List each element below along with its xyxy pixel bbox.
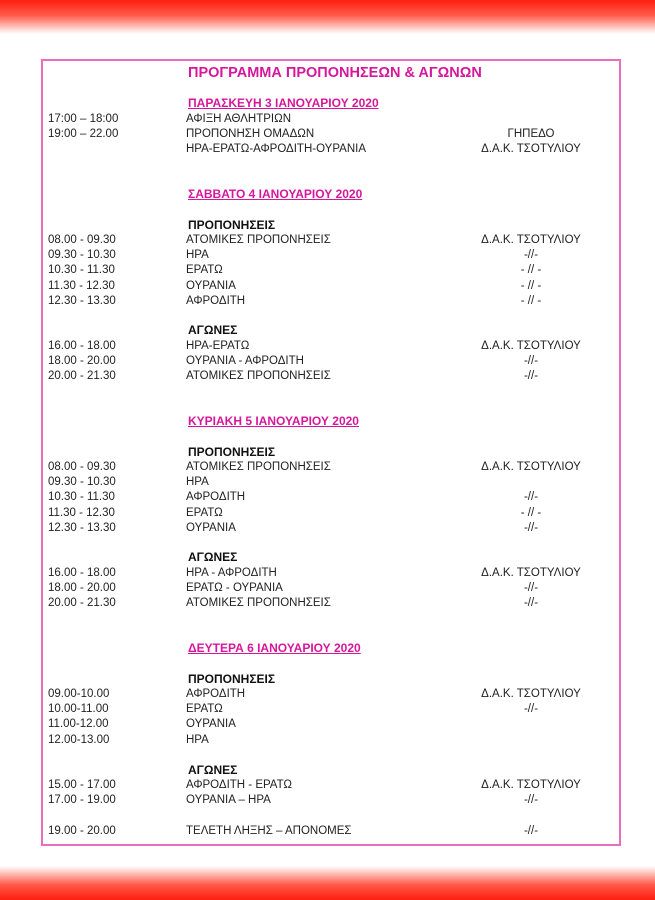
schedule-row xyxy=(0,687,655,702)
time-cell: 11.30 - 12.30 xyxy=(48,279,115,292)
bottom-red-band xyxy=(0,866,655,900)
schedule-row xyxy=(0,490,655,505)
venue-cell: -//- xyxy=(523,582,539,595)
schedule-row xyxy=(0,581,655,596)
description-cell: ΑΦΡΟΔΙΤΗ xyxy=(186,688,246,700)
venue-cell: -//- xyxy=(523,370,539,383)
schedule-row xyxy=(0,778,655,793)
venue-cell: Δ.Α.Κ. ΤΣΟΤΥΛΙΟΥ xyxy=(481,461,581,473)
schedule-row xyxy=(0,112,655,127)
day-heading: ΣΑΒΒΑΤΟ 4 ΙΑΝΟΥΑΡΙΟΥ 2020 xyxy=(188,187,363,201)
schedule-row xyxy=(0,566,655,581)
schedule-row xyxy=(0,717,655,732)
time-cell: 10.30 - 11.30 xyxy=(48,491,115,504)
venue-cell: Δ.Α.Κ. ΤΣΟΤΥΛΙΟΥ xyxy=(481,779,581,791)
schedule-row xyxy=(0,733,655,748)
section-heading: ΑΓΩΝΕΣ xyxy=(188,550,238,564)
schedule-row xyxy=(0,793,655,808)
schedule-row xyxy=(0,475,655,490)
day-heading: ΔΕΥΤΕΡΑ 6 ΙΑΝΟΥΑΡΙΟΥ 2020 xyxy=(188,641,361,655)
time-cell: 17:00 – 18:00 xyxy=(48,113,119,125)
schedule-row xyxy=(0,824,655,839)
time-cell: 10.30 - 11.30 xyxy=(48,264,115,277)
description-cell: ΟΥΡΑΝΙΑ – ΗΡΑ xyxy=(186,794,271,807)
schedule-row xyxy=(0,702,655,717)
venue-cell: Δ.Α.Κ. ΤΣΟΤΥΛΙΟΥ xyxy=(481,143,581,156)
description-cell: ΑΤΟΜΙΚΕΣ ΠΡΟΠΟΝΗΣΕΙΣ xyxy=(186,461,331,473)
time-cell: 12.30 - 13.30 xyxy=(48,294,116,307)
time-cell: 11.30 - 12.30 xyxy=(48,506,115,519)
description-cell: ΟΥΡΑΝΙΑ xyxy=(186,521,236,534)
time-cell: 15.00 - 17.00 xyxy=(48,779,116,791)
venue-cell: -//- xyxy=(523,491,539,504)
schedule-row xyxy=(0,294,655,309)
venue-cell: ΓΗΠΕΔΟ xyxy=(507,128,555,141)
description-cell: ΗΡΑ xyxy=(186,249,209,262)
time-cell: 18.00 - 20.00 xyxy=(48,355,116,368)
venue-cell: - // - xyxy=(520,506,542,519)
top-red-band xyxy=(0,0,655,34)
section-heading: ΠΡΟΠΟΝΗΣΕΙΣ xyxy=(188,218,276,232)
time-cell: 19.00 - 20.00 xyxy=(48,825,116,837)
day-heading: ΚΥΡΙΑΚΗ 5 ΙΑΝΟΥΑΡΙΟΥ 2020 xyxy=(188,414,359,428)
schedule-row xyxy=(0,263,655,278)
description-cell: ΕΡΑΤΩ xyxy=(186,264,223,277)
time-cell: 12.30 - 13.30 xyxy=(48,521,116,534)
schedule-row xyxy=(0,521,655,536)
schedule-row xyxy=(0,233,655,248)
time-cell: 16.00 - 18.00 xyxy=(48,567,116,579)
description-cell: ΠΡΟΠΟΝΗΣΗ ΟΜΑΔΩΝ xyxy=(186,128,315,141)
venue-cell: -//- xyxy=(523,355,539,368)
time-cell: 20.00 - 21.30 xyxy=(48,370,116,383)
venue-cell: -//- xyxy=(523,825,539,837)
description-cell: ΤΕΛΕΤΗ ΛΗΞΗΣ – ΑΠΟΝΟΜΕΣ xyxy=(186,825,352,837)
time-cell: 10.00-11.00 xyxy=(48,703,109,716)
time-cell: 09.30 - 10.30 xyxy=(48,249,116,262)
description-cell: ΕΡΑΤΩ xyxy=(186,703,223,716)
time-cell: 19:00 – 22.00 xyxy=(48,128,119,141)
description-cell: ΑΤΟΜΙΚΕΣ ΠΡΟΠΟΝΗΣΕΙΣ xyxy=(186,234,331,246)
venue-cell: -//- xyxy=(523,521,539,534)
day-heading: ΠΑΡΑΣΚΕΥΗ 3 ΙΑΝΟΥΑΡΙΟΥ 2020 xyxy=(188,96,379,110)
schedule-row xyxy=(0,142,655,157)
description-cell: ΟΥΡΑΝΙΑ xyxy=(186,718,236,731)
time-cell: 12.00-13.00 xyxy=(48,733,110,746)
venue-cell: Δ.Α.Κ. ΤΣΟΤΥΛΙΟΥ xyxy=(481,234,581,246)
time-cell: 08.00 - 09.30 xyxy=(48,234,116,246)
schedule-row xyxy=(0,339,655,354)
time-cell: 17.00 - 19.00 xyxy=(48,794,116,807)
schedule-row xyxy=(0,279,655,294)
section-heading: ΠΡΟΠΟΝΗΣΕΙΣ xyxy=(188,445,276,459)
description-cell: ΗΡΑ-ΕΡΑΤΩ-ΑΦΡΟΔΙΤΗ-ΟΥΡΑΝΙΑ xyxy=(186,143,366,156)
description-cell: ΗΡΑ xyxy=(186,733,209,746)
description-cell: ΑΦΡΟΔΙΤΗ - ΕΡΑΤΩ xyxy=(186,779,293,791)
description-cell: ΑΦΡΟΔΙΤΗ xyxy=(186,294,246,307)
description-cell: ΕΡΑΤΩ - ΟΥΡΑΝΙΑ xyxy=(186,582,283,595)
section-heading: ΑΓΩΝΕΣ xyxy=(188,763,238,777)
venue-cell: -//- xyxy=(523,794,539,807)
schedule-row xyxy=(0,248,655,263)
time-cell: 11.00-12.00 xyxy=(48,718,109,731)
venue-cell: -//- xyxy=(523,249,539,262)
description-cell: ΑΦΡΟΔΙΤΗ xyxy=(186,491,246,504)
time-cell: 09.00-10.00 xyxy=(48,688,110,700)
venue-cell: Δ.Α.Κ. ΤΣΟΤΥΛΙΟΥ xyxy=(481,567,581,579)
section-heading: ΑΓΩΝΕΣ xyxy=(188,323,238,337)
venue-cell: Δ.Α.Κ. ΤΣΟΤΥΛΙΟΥ xyxy=(481,688,581,700)
time-cell: 18.00 - 20.00 xyxy=(48,582,116,595)
description-cell: ΑΤΟΜΙΚΕΣ ΠΡΟΠΟΝΗΣΕΙΣ xyxy=(186,597,331,610)
section-heading: ΠΡΟΠΟΝΗΣΕΙΣ xyxy=(188,672,276,686)
page-title: ΠΡΟΓΡΑΜΜΑ ΠΡΟΠΟΝΗΣΕΩΝ & ΑΓΩΝΩΝ xyxy=(188,65,482,81)
description-cell: ΑΦΙΞΗ ΑΘΛΗΤΡΙΩΝ xyxy=(186,113,291,125)
venue-cell: - // - xyxy=(520,264,542,277)
venue-cell: - // - xyxy=(520,294,542,307)
description-cell: ΕΡΑΤΩ xyxy=(186,506,223,519)
schedule-row xyxy=(0,596,655,611)
time-cell: 20.00 - 21.30 xyxy=(48,597,116,610)
schedule-row xyxy=(0,127,655,142)
schedule-row xyxy=(0,460,655,475)
time-cell: 08.00 - 09.30 xyxy=(48,461,116,473)
time-cell: 16.00 - 18.00 xyxy=(48,340,116,352)
description-cell: ΟΥΡΑΝΙΑ - ΑΦΡΟΔΙΤΗ xyxy=(186,355,304,368)
description-cell: ΗΡΑ - ΑΦΡΟΔΙΤΗ xyxy=(186,567,277,579)
schedule-row xyxy=(0,354,655,369)
description-cell: ΟΥΡΑΝΙΑ xyxy=(186,279,236,292)
schedule-row xyxy=(0,369,655,384)
schedule-row xyxy=(0,506,655,521)
venue-cell: -//- xyxy=(523,597,539,610)
description-cell: ΑΤΟΜΙΚΕΣ ΠΡΟΠΟΝΗΣΕΙΣ xyxy=(186,370,331,383)
description-cell: ΗΡΑ xyxy=(186,476,209,489)
venue-cell: - // - xyxy=(520,279,542,292)
time-cell: 09.30 - 10.30 xyxy=(48,476,116,489)
venue-cell: -//- xyxy=(523,703,539,716)
venue-cell: Δ.Α.Κ. ΤΣΟΤΥΛΙΟΥ xyxy=(481,340,581,352)
description-cell: ΗΡΑ-ΕΡΑΤΩ xyxy=(186,340,250,352)
